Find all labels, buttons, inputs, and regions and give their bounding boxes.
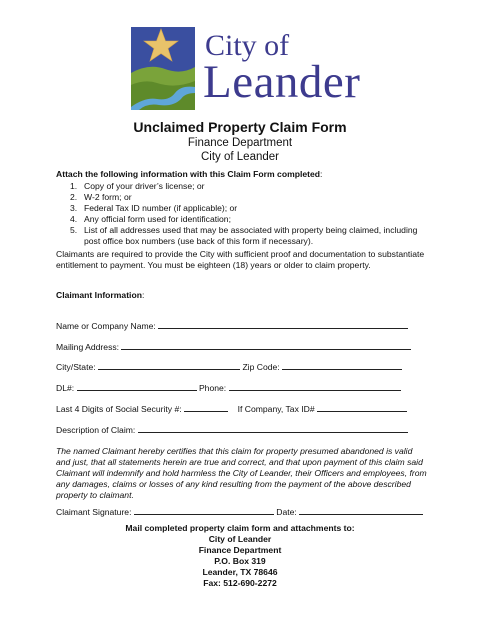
- department-name: Finance Department: [187, 137, 293, 149]
- list-item: [56, 192, 436, 203]
- list-item-number: 2.: [70, 192, 78, 202]
- list-item-text: Any official form used for identification;: [84, 214, 231, 224]
- mail-line: Leander, TX 78646: [202, 567, 278, 577]
- name-row: [56, 320, 426, 332]
- list-item: [56, 203, 436, 214]
- form-title-block: [0, 119, 480, 164]
- mailing-instructions: [0, 523, 480, 589]
- list-item: [56, 181, 436, 192]
- list-item-text: Federal Tax ID number (if applicable); or: [84, 203, 238, 213]
- list-item: [56, 214, 436, 225]
- mailing-address-field[interactable]: [121, 341, 411, 350]
- list-item-text: W-2 form; or: [84, 192, 132, 202]
- signature-label: Claimant Signature:: [56, 507, 132, 517]
- name-label: Name or Company Name:: [56, 321, 156, 331]
- mail-heading: Mail completed property claim form and attachments to:: [125, 523, 355, 533]
- signature-row: [56, 506, 426, 518]
- list-item-number: 3.: [70, 203, 78, 213]
- certification-statement: The named Claimant hereby certifies that this claim for property presumed abandoned is valid and just, that all statements herein are true and correct, and that upon payment of this claim said Claimant will indemnify and hold harmless the City of Leander, their Officers and employees, from any damages, claims or losses of any kind resulting from the payment of the above described property to claimant.: [56, 446, 427, 500]
- ssn-label: Last 4 Digits of Social Security #:: [56, 404, 182, 414]
- attachments-heading-colon: :: [320, 169, 323, 179]
- form-title: Unclaimed Property Claim Form: [133, 119, 347, 135]
- phone-label: Phone:: [198, 383, 227, 393]
- mail-line: City of Leander: [208, 534, 272, 544]
- claimants-requirements-paragraph: Claimants are required to provide the City with sufficient proof and documentation to substantiate entitlement to payment. You must be eighteen (18) years or older to claim property.: [56, 249, 425, 270]
- logo-city-text: City of: [205, 29, 290, 62]
- list-item-number: 5.: [70, 225, 78, 235]
- description-row: [56, 424, 426, 436]
- date-field[interactable]: [299, 506, 423, 515]
- list-item-text: List of all addresses used that may be associated with property being claimed, including post office box numbers (use back of this form if necessary).: [84, 225, 418, 246]
- zip-label: Zip Code:: [242, 362, 280, 372]
- name-field[interactable]: [158, 320, 408, 329]
- ssn-field[interactable]: [184, 403, 228, 412]
- claimant-info-heading: [56, 290, 144, 301]
- mail-line: Fax: 512-690-2272: [203, 578, 277, 588]
- list-item-number: 4.: [70, 214, 78, 224]
- claimant-info-heading-colon: :: [141, 290, 145, 300]
- list-item: [56, 225, 436, 247]
- list-item-number: 1.: [70, 181, 78, 191]
- claimant-info-heading-text: Claimant Information: [56, 290, 142, 300]
- description-field[interactable]: [138, 424, 408, 433]
- mailing-row: [56, 341, 426, 353]
- city-zip-row: [56, 361, 426, 373]
- logo-name-text: Leander: [203, 56, 361, 108]
- zip-code-field[interactable]: [282, 361, 402, 370]
- dl-phone-row: [56, 382, 426, 394]
- phone-field[interactable]: [229, 382, 401, 391]
- city-logo: [131, 27, 361, 110]
- ssn-taxid-row: [56, 403, 426, 415]
- description-label: Description of Claim:: [56, 425, 136, 435]
- mail-line: Finance Department: [198, 545, 282, 555]
- attachments-heading-text: Attach the following information with this Claim Form completed: [56, 169, 321, 179]
- city-state-field[interactable]: [98, 361, 240, 370]
- attachments-list: [56, 181, 436, 247]
- mailing-label: Mailing Address:: [56, 342, 120, 352]
- list-item-text: Copy of your driver’s license; or: [84, 181, 205, 191]
- city-name: City of Leander: [201, 151, 279, 163]
- dl-number-field[interactable]: [77, 382, 197, 391]
- signature-field[interactable]: [134, 506, 274, 515]
- attachments-heading: [56, 169, 436, 180]
- date-label: Date:: [276, 507, 297, 517]
- mail-line: P.O. Box 319: [214, 556, 266, 566]
- tax-id-label: If Company, Tax ID#: [237, 404, 315, 414]
- tax-id-field[interactable]: [317, 403, 407, 412]
- city-state-label: City/State:: [56, 362, 96, 372]
- dl-label: DL#:: [56, 383, 75, 393]
